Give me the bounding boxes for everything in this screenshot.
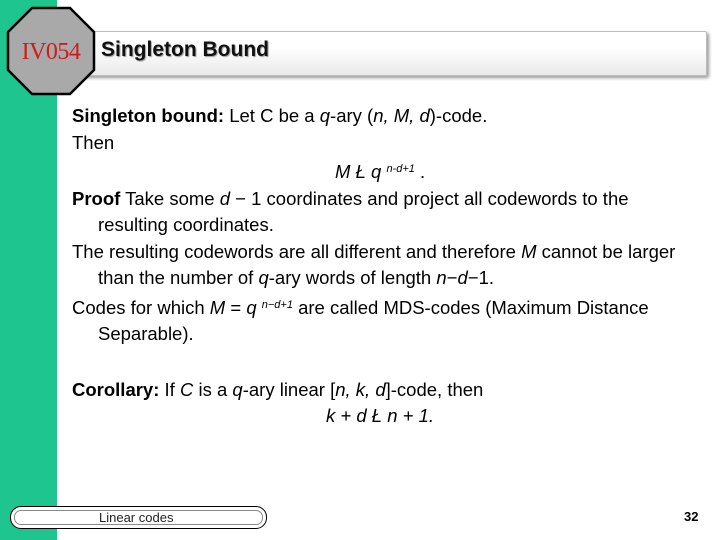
singleton-label: Singleton bound: <box>72 105 225 126</box>
page-number: 32 <box>684 509 699 524</box>
mds-paragraph: Codes for which M = q $^{n-d+1}$ are called MDS-codes (Maximum Distance Separable). <box>72 296 649 344</box>
footer-label: Linear codes <box>99 510 174 525</box>
then-line: Then <box>72 131 115 153</box>
spacer <box>72 348 702 377</box>
slide-content <box>72 103 702 430</box>
corollary-paragraph: Corollary: If C is a q-ary linear [n, k, d]-code, then <box>72 378 484 400</box>
corollary-formula: k + d Ł n + 1. <box>326 405 434 426</box>
proof-paragraph: Proof Take some d − 1 coordinates and project all codewords to the resulting coordinates. <box>72 187 629 235</box>
slide-title: Singleton Bound <box>101 38 269 61</box>
proof-label: Proof <box>72 187 121 209</box>
resulting-paragraph: The resulting codewords are all different and therefore M cannot be larger than the number of q-ary words of length n−d−1. <box>72 240 676 288</box>
singleton-definition: Singleton bound: Let C be a q-ary (n, M, d)-code. <box>72 105 488 126</box>
course-code: IV054 <box>21 39 81 65</box>
corollary-label: Corollary: <box>72 378 160 400</box>
singleton-formula: M Ł q $^{n-d+1}$ . <box>335 161 426 182</box>
